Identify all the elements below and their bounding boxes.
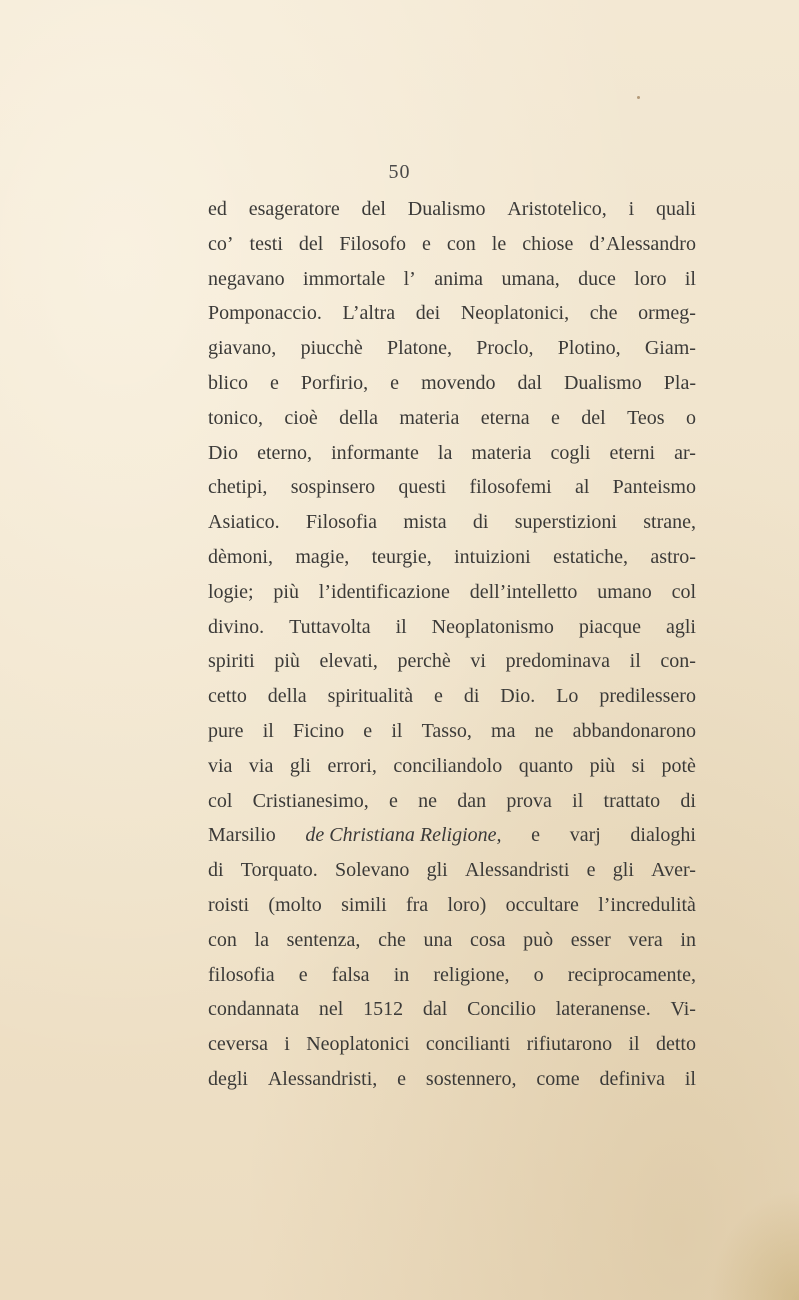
- word: il: [684, 267, 696, 290]
- text-line: [208, 442, 696, 477]
- word: col: [208, 789, 233, 812]
- word: Tuttavolta: [289, 615, 371, 638]
- word: Giam-: [644, 337, 696, 360]
- word: lateranense.: [555, 998, 651, 1021]
- word: di: [472, 511, 489, 534]
- word: o: [533, 963, 544, 986]
- word: Proclo,: [476, 337, 534, 360]
- text-line: [208, 198, 696, 233]
- paper-speck: [637, 96, 640, 99]
- word: strane,: [643, 511, 696, 534]
- text-line: [208, 616, 696, 651]
- word: Dualismo: [407, 198, 486, 220]
- word: giavano,: [208, 337, 277, 360]
- word: informante: [331, 441, 419, 464]
- word: Tasso,: [421, 719, 472, 742]
- word: astro-: [650, 545, 696, 568]
- word: predilessero: [599, 685, 696, 708]
- word: L’altra: [342, 302, 396, 325]
- word: varj: [569, 824, 601, 847]
- text-line: [208, 372, 696, 407]
- word: abbandonarono: [572, 719, 696, 742]
- word: falsa: [331, 963, 370, 986]
- word: della: [267, 685, 307, 708]
- word: via: [208, 754, 233, 777]
- word: occultare: [505, 893, 579, 916]
- page-number: 50: [388, 161, 411, 183]
- text-line: [208, 511, 696, 546]
- word: Alessandristi: [464, 859, 570, 882]
- word: la: [437, 441, 453, 464]
- word: sospinsero: [290, 476, 376, 499]
- word: con-: [660, 650, 696, 673]
- text-line: [208, 407, 696, 442]
- word: il: [629, 650, 641, 673]
- word: trattato: [603, 789, 661, 812]
- word: Alessandristi,: [267, 1067, 378, 1090]
- word: testi: [249, 232, 283, 255]
- word: chiose: [522, 232, 574, 255]
- word: roisti: [208, 893, 250, 916]
- word: eterna: [480, 406, 530, 429]
- word: (molto: [268, 893, 322, 916]
- word: fra: [405, 893, 429, 916]
- word: loro: [634, 267, 667, 290]
- word: gli: [426, 859, 448, 882]
- text-line: [208, 720, 696, 755]
- word: negavano: [208, 267, 285, 290]
- word: ceversa: [208, 1033, 268, 1056]
- word: Teos: [627, 406, 665, 429]
- word: vera: [628, 928, 663, 951]
- word: eterno,: [257, 441, 313, 464]
- word: questi: [398, 476, 447, 499]
- word: e: [270, 371, 279, 394]
- word: e: [363, 719, 373, 742]
- word: gli: [289, 754, 311, 777]
- word: e: [422, 232, 431, 255]
- text-line: [208, 824, 696, 859]
- word: ne: [534, 719, 554, 742]
- text-line: [208, 302, 696, 337]
- word: definiva: [599, 1067, 666, 1090]
- text-line: [208, 268, 696, 303]
- word: l’incredulità: [598, 893, 696, 916]
- text-line: [208, 894, 696, 929]
- word: e: [390, 371, 400, 394]
- word: prova: [506, 789, 552, 812]
- text-line: [208, 546, 696, 581]
- word: perchè: [397, 650, 451, 673]
- word: spiriti: [208, 650, 255, 673]
- word: può: [523, 928, 554, 951]
- word: Solevano: [334, 859, 410, 882]
- word: una: [423, 928, 453, 951]
- word: e: [434, 685, 443, 708]
- word: il: [391, 719, 403, 742]
- word: movendo: [421, 371, 496, 394]
- word: con: [208, 928, 237, 951]
- text-line: [208, 685, 696, 720]
- word: errori,: [327, 754, 377, 777]
- word: Neoplatonici: [306, 1033, 410, 1056]
- word: rifiutarono: [526, 1033, 613, 1056]
- word: cioè: [284, 406, 318, 429]
- word: del: [581, 406, 606, 429]
- text-line: [208, 581, 696, 616]
- word: e: [389, 789, 398, 812]
- word: Panteismo: [612, 476, 696, 499]
- word: esser: [570, 928, 611, 951]
- word: elevati,: [319, 650, 378, 673]
- paper-stain: [709, 1190, 799, 1300]
- word: il: [395, 615, 407, 638]
- word: Lo: [556, 685, 579, 708]
- word: cogli: [550, 441, 591, 464]
- word: di: [680, 789, 696, 812]
- word: Cristianesimo,: [252, 789, 369, 812]
- word: dei: [415, 302, 441, 325]
- word: logie;: [208, 580, 254, 603]
- word: divino.: [208, 615, 265, 638]
- word: in: [680, 928, 696, 951]
- word: materia: [471, 441, 532, 464]
- word: superstizioni: [514, 511, 617, 534]
- word: materia: [399, 406, 460, 429]
- word: simili: [341, 893, 387, 916]
- word: piucchè: [300, 337, 363, 360]
- word: le: [491, 232, 507, 255]
- word: del: [298, 232, 324, 255]
- text-line: [208, 1033, 696, 1068]
- word: duce: [578, 267, 616, 290]
- word: la: [254, 928, 269, 951]
- word: estatiche,: [553, 545, 629, 568]
- word: più: [273, 580, 299, 603]
- text-line: [208, 998, 696, 1033]
- word: umano: [597, 580, 652, 603]
- word: e: [550, 406, 560, 429]
- word: al: [574, 476, 590, 499]
- word: Asiatico.: [208, 511, 280, 534]
- word: eterni: [609, 441, 656, 464]
- word: con: [446, 232, 476, 255]
- word: tonico,: [208, 406, 263, 429]
- word: di: [463, 685, 480, 708]
- word: umana,: [501, 267, 560, 290]
- word: agli: [666, 615, 696, 638]
- word: d’Alessandro: [589, 232, 696, 255]
- word: dal: [422, 998, 448, 1021]
- word: Aver-: [651, 859, 696, 882]
- word: potè: [661, 754, 696, 777]
- word: e: [298, 963, 308, 986]
- text-line: [208, 929, 696, 964]
- word: detto: [655, 1033, 696, 1056]
- word: reciprocamente,: [567, 963, 696, 986]
- word: più: [274, 650, 300, 673]
- word: 1512: [363, 998, 404, 1021]
- text-line: [208, 1068, 696, 1103]
- word: e: [397, 1067, 407, 1090]
- word: ne: [418, 789, 438, 812]
- word: spiritualità: [327, 685, 414, 708]
- text-line: [208, 337, 696, 372]
- word: Neoplatonismo: [431, 615, 554, 638]
- word: filosofemi: [469, 476, 552, 499]
- word: dell’intelletto: [469, 580, 578, 603]
- word: Porfirio,: [300, 371, 369, 394]
- word: pure: [208, 719, 244, 742]
- body-text: [208, 198, 696, 1103]
- word: più: [589, 754, 616, 777]
- word: della: [339, 406, 378, 429]
- word: vi: [470, 650, 486, 673]
- word: il: [628, 1033, 640, 1056]
- book-title: de Christiana Religione,: [305, 824, 502, 847]
- word: Filosofo: [339, 232, 407, 255]
- word: di: [208, 859, 224, 882]
- word: nel: [318, 998, 344, 1021]
- word: cetto: [208, 685, 247, 708]
- word: Plotino,: [557, 337, 621, 360]
- word: Ficino: [292, 719, 345, 742]
- word: col: [671, 580, 696, 603]
- word: come: [536, 1067, 580, 1090]
- word: anima: [434, 267, 484, 290]
- word: Dualismo: [563, 371, 642, 394]
- word: Dio.: [500, 685, 536, 708]
- word: concilianti: [425, 1033, 511, 1056]
- text-line: [208, 755, 696, 790]
- word: l’identificazione: [318, 580, 450, 603]
- word: Concilio: [467, 998, 536, 1021]
- word: teurgie,: [371, 545, 432, 568]
- text-line: [208, 964, 696, 999]
- text-line: [208, 476, 696, 511]
- word: il: [684, 1067, 696, 1090]
- word: predominava: [505, 650, 611, 673]
- word: il: [262, 719, 274, 742]
- word: dan: [457, 789, 487, 812]
- word: ed: [208, 198, 227, 220]
- word: filosofia: [208, 963, 275, 986]
- word: intuizioni: [454, 545, 531, 568]
- word: condannata: [208, 998, 300, 1021]
- word: Platone,: [387, 337, 453, 360]
- word: Marsilio: [208, 824, 276, 847]
- word: Neoplatonici,: [460, 302, 570, 325]
- word: immortale: [303, 267, 386, 290]
- word: l’: [403, 267, 416, 290]
- text-line: [208, 650, 696, 685]
- word: i: [628, 198, 635, 220]
- word: sentenza,: [286, 928, 361, 951]
- word: via: [248, 754, 274, 777]
- word: quali: [655, 198, 696, 220]
- word: piacque: [578, 615, 642, 638]
- word: che: [589, 302, 618, 325]
- word: co’: [208, 232, 234, 255]
- word: ar-: [674, 441, 696, 464]
- word: conciliandolo: [393, 754, 503, 777]
- word: mista: [403, 511, 447, 534]
- word: o: [685, 406, 696, 429]
- word: dèmoni,: [208, 545, 273, 568]
- word: Filosofia: [305, 511, 378, 534]
- word: chetipi,: [208, 476, 268, 499]
- word: e: [531, 824, 541, 847]
- word: Pla-: [663, 371, 696, 394]
- word: ormeg-: [638, 302, 696, 325]
- word: sostennero,: [425, 1067, 517, 1090]
- word: Aristotelico,: [507, 198, 607, 220]
- word: Torquato.: [240, 859, 318, 882]
- word: i: [284, 1033, 290, 1056]
- word: il: [572, 789, 584, 812]
- word: magie,: [295, 545, 350, 568]
- text-line: [208, 790, 696, 825]
- word: cosa: [469, 928, 506, 951]
- word: si: [631, 754, 646, 777]
- word: degli: [208, 1067, 248, 1090]
- text-line: [208, 233, 696, 268]
- word: gli: [612, 859, 634, 882]
- word: del: [361, 198, 386, 220]
- word: esageratore: [248, 198, 340, 220]
- word: ma: [491, 719, 516, 742]
- word: Pomponaccio.: [208, 302, 322, 325]
- word: religione,: [433, 963, 510, 986]
- word: in: [393, 963, 410, 986]
- word: quanto: [518, 754, 574, 777]
- word: blico: [208, 371, 248, 394]
- word: loro): [447, 893, 487, 916]
- word: dal: [517, 371, 542, 394]
- word: che: [378, 928, 406, 951]
- word: Vi-: [670, 998, 696, 1021]
- word: dialoghi: [630, 824, 696, 847]
- word: Dio: [208, 441, 238, 464]
- text-line: [208, 859, 696, 894]
- word: e: [586, 859, 596, 882]
